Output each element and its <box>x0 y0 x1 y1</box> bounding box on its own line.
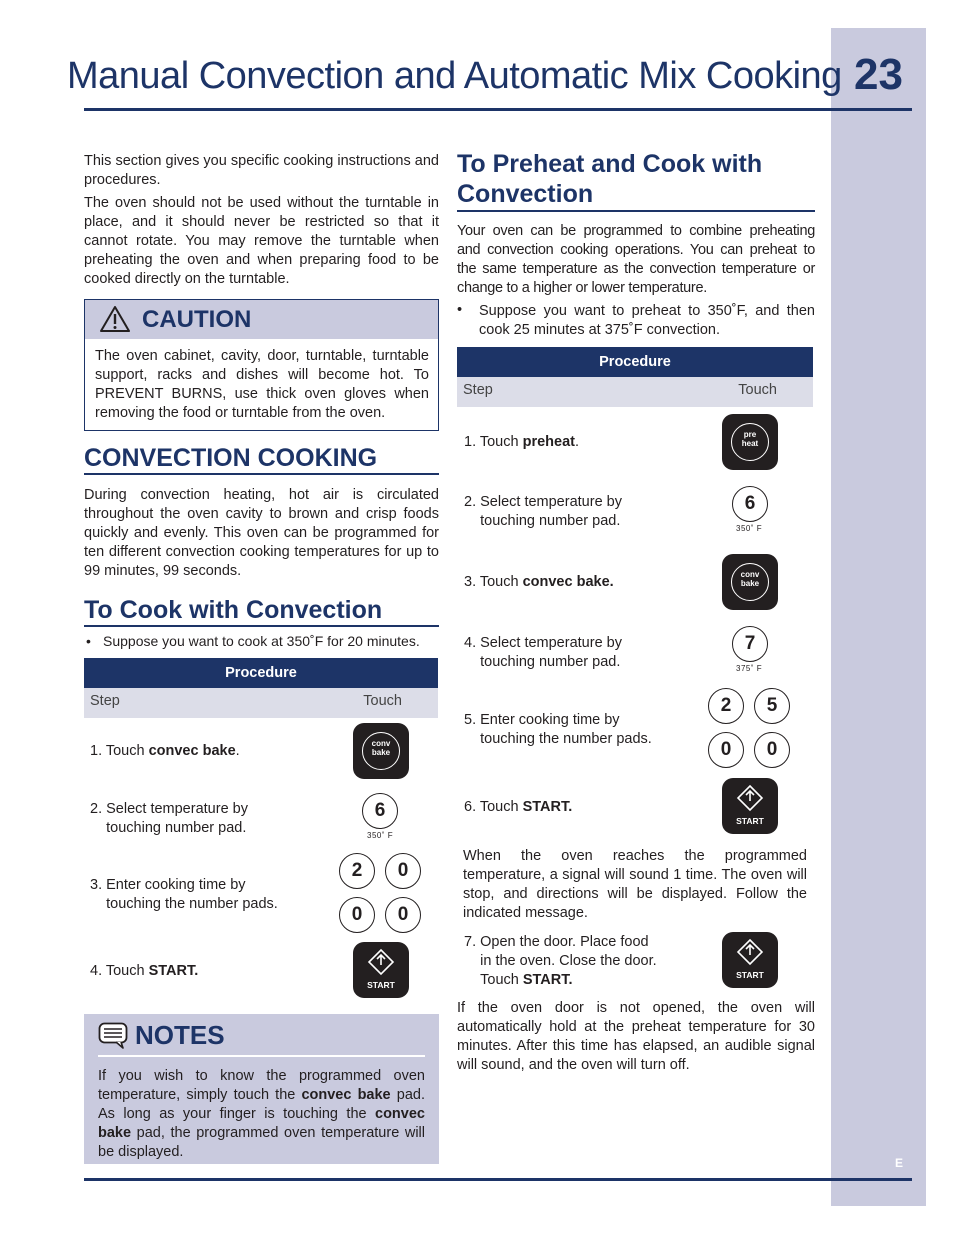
temperature-caption: 375˚ F <box>736 664 763 673</box>
caution-box <box>84 299 439 431</box>
notes-box <box>84 1014 439 1164</box>
preheat-key-label-b: heat <box>741 439 759 448</box>
intro-paragraph-2: The oven should not be used without the turntable in place, and it should never be restricted so that it cannot rotate. You may remove the turntable when preheating the oven and when preparing food to be cooked directly on the turntable. <box>84 195 439 287</box>
page-number: 23 <box>854 50 903 99</box>
start-icon <box>736 784 764 812</box>
caution-text: The oven cabinet, cavity, door, turntable, turntable support, racks and dishes will become hot. To PREVENT BURNS, use thick oven gloves when removing the food or turntable from the oven. <box>95 348 429 421</box>
number-pad-key: 0 <box>385 853 421 889</box>
preheat-step-5: 5. Enter cooking time by touching the number pads. <box>464 712 652 747</box>
start-key-label: START <box>736 816 764 826</box>
number-pad-key: 0 <box>385 897 421 933</box>
outro-paragraph: If the oven door is not opened, the oven will automatically hold at the preheat temperature for 30 minutes. After this time has elapsed, an audible signal will sound, and the oven will turn off. <box>457 1000 815 1073</box>
preheat-key-label-a: pre <box>743 430 757 439</box>
start-key <box>722 932 778 988</box>
preheat-procedure-table <box>457 347 813 407</box>
footer-rule <box>84 1178 912 1181</box>
warning-icon <box>99 305 131 333</box>
cook-bullet-text: Suppose you want to cook at 350˚F for 20 minutes. <box>103 633 420 649</box>
number-pad-key: 7 <box>732 626 768 662</box>
reach-temperature-paragraph: When the oven reaches the programmed temperature, a signal will sound 1 time. The oven will stop, and directions will be displayed. Follow the indicated message. <box>463 848 807 921</box>
step-column-label: Step <box>90 693 120 709</box>
preheat-heading: To Preheat and Cook with Convection <box>457 150 763 208</box>
preheat-intro: Your oven can be programmed to combine preheating and convection cooking operations. You can preheat to the same temperature as the convection temperature or change to a higher or lower temperature. <box>457 223 815 296</box>
preheat-step-6: 6. Touch START. <box>464 799 573 815</box>
convec-bake-key-label-a: conv <box>371 739 391 748</box>
preheat-step-1: 1. Touch preheat. <box>464 434 580 450</box>
touch-column-label: Touch <box>738 382 777 398</box>
convec-bake-key <box>353 723 409 779</box>
convection-paragraph: During convection heating, hot air is circulated throughout the oven cavity to brown and crisp foods quickly and evenly. This oven can be programmed for ten different convection cooking temperatures for up to 99 minutes, 99 seconds. <box>84 487 439 579</box>
number-pad-key: 0 <box>754 732 790 768</box>
intro-paragraph-1: This section gives you specific cooking instructions and procedures. <box>84 153 439 188</box>
start-key <box>722 778 778 834</box>
convec-bake-key-label-b: bake <box>371 748 391 757</box>
preheat-step-3: 3. Touch convec bake. <box>464 574 614 590</box>
language-marker: E <box>895 1156 904 1170</box>
procedure-subheader <box>457 377 813 407</box>
preheat-bullet-text: Suppose you want to preheat to 350˚F, and then cook 25 minutes at 375˚F convection. <box>479 303 815 338</box>
step-column-label: Step <box>463 382 493 398</box>
number-pad-key: 5 <box>754 688 790 724</box>
number-pad-key: 6 <box>362 793 398 829</box>
temperature-caption: 350˚ F <box>367 831 394 840</box>
number-pad-key: 6 <box>732 486 768 522</box>
procedure-header: Procedure <box>84 658 438 688</box>
start-key <box>353 942 409 998</box>
start-key-label: START <box>736 970 764 980</box>
cook-step-1: 1. Touch convec bake. <box>90 743 240 759</box>
preheat-step-4: 4. Select temperature by touching number pad. <box>464 635 622 670</box>
preheat-step-7: 7. Open the door. Place food in the oven. Close the door. Touch START. <box>464 934 657 988</box>
number-pad-key: 0 <box>708 732 744 768</box>
convec-bake-key-label-a: conv <box>740 570 760 579</box>
cook-step-2: 2. Select temperature by touching number pad. <box>90 801 248 836</box>
convec-bake-key <box>722 554 778 610</box>
cook-step-3: 3. Enter cooking time by touching the number pads. <box>90 877 278 912</box>
cook-step-4: 4. Touch START. <box>90 963 199 979</box>
preheat-key <box>722 414 778 470</box>
header-rule <box>84 108 912 111</box>
convec-bake-key-label-b: bake <box>740 579 760 588</box>
caution-title: CAUTION <box>142 306 252 333</box>
start-icon <box>367 948 395 976</box>
caution-header <box>85 300 438 339</box>
cook-heading-rule <box>84 625 439 627</box>
cook-with-convection-heading: To Cook with Convection <box>84 596 383 624</box>
procedure-subheader <box>84 688 438 718</box>
page-title: Manual Convection and Automatic Mix Cooking <box>67 55 842 97</box>
preheat-bullet-dot: • <box>457 302 463 318</box>
preheat-heading-rule <box>457 210 815 212</box>
number-pad-key: 2 <box>708 688 744 724</box>
notes-text: If you wish to know the programmed oven temperature, simply touch the convec bake pad. As long as your finger is touching the convec bake pad, the programmed oven temperature will be displayed. <box>98 1068 425 1160</box>
temperature-caption: 350˚ F <box>736 524 763 533</box>
notes-rule <box>98 1055 425 1057</box>
procedure-header: Procedure <box>457 347 813 377</box>
touch-column-label: Touch <box>363 693 402 709</box>
convection-heading-rule <box>84 473 439 475</box>
start-icon <box>736 938 764 966</box>
cook-procedure-table <box>84 658 438 718</box>
notes-title: NOTES <box>135 1020 225 1050</box>
number-pad-key: 0 <box>339 897 375 933</box>
notes-icon <box>98 1022 128 1050</box>
page-sidebar-band <box>831 28 926 1206</box>
number-pad-key: 2 <box>339 853 375 889</box>
preheat-step-2: 2. Select temperature by touching number pad. <box>464 494 622 529</box>
convection-cooking-heading: CONVECTION COOKING <box>84 444 378 472</box>
cook-bullet-dot: • <box>86 633 91 649</box>
start-key-label: START <box>367 980 395 990</box>
